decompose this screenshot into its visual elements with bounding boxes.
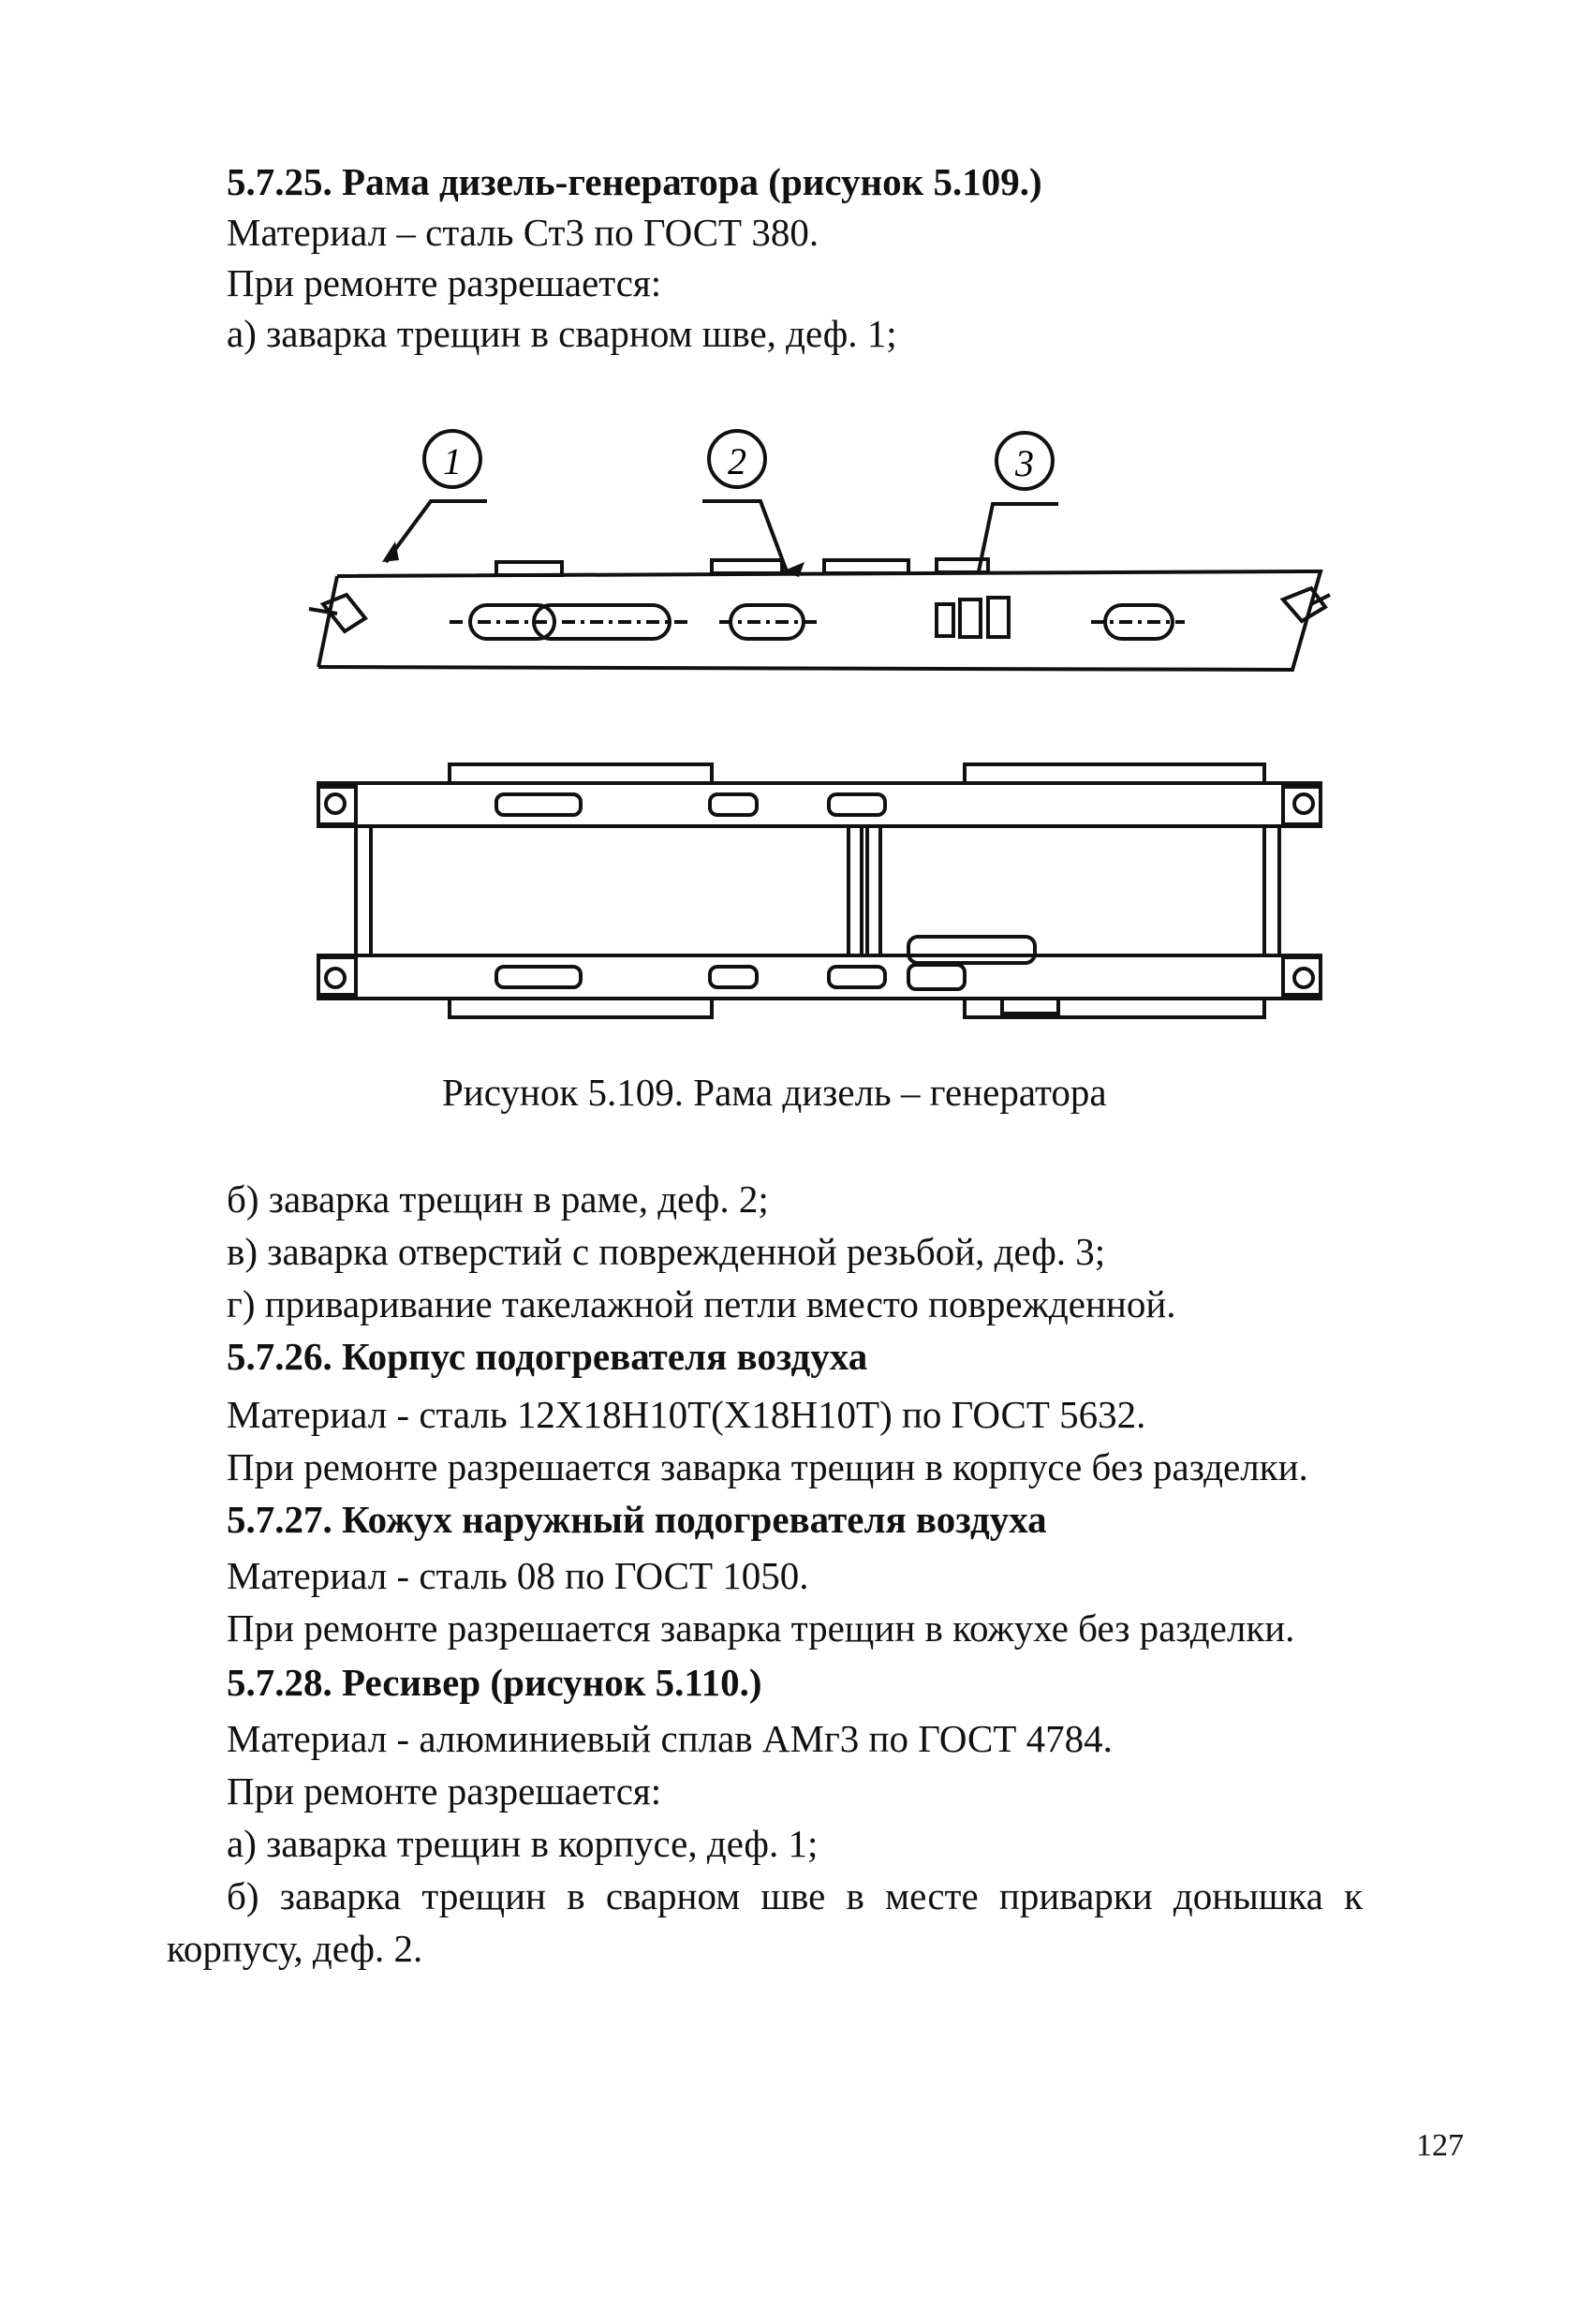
section-25-heading: 5.7.25. Рама дизель-генератора (рисунок 5.109.) <box>227 160 1042 203</box>
callout-1: 1 <box>443 440 462 482</box>
section-25-item-g: г) приваривание такелажной петли вместо поврежденной. <box>227 1282 1176 1325</box>
page-number: 127 <box>1416 2128 1464 2163</box>
section-27-repair: При ремонте разрешается заварка трещин в кожухе без разделки. <box>227 1606 1295 1650</box>
section-25-item-b: б) заварка трещин в раме, деф. 2; <box>227 1177 769 1221</box>
leader-line-3 <box>979 504 1058 571</box>
section-25-item-a: а) заварка трещин в сварном шве, деф. 1; <box>227 312 897 355</box>
section-28-heading: 5.7.28. Ресивер (рисунок 5.110.) <box>227 1661 762 1704</box>
frame-side-view <box>300 422 1349 684</box>
frame-top-view <box>309 749 1349 1021</box>
section-28-item-b-line1: б) заварка трещин в сварном шве в месте приварки донышка к <box>227 1874 1363 1917</box>
section-26-heading: 5.7.26. Корпус подогревателя воздуха <box>227 1335 868 1378</box>
callout-3: 3 <box>1015 442 1034 484</box>
section-26-material: Материал - сталь 12Х18Н10Т(Х18Н10Т) по ГОСТ 5632. <box>227 1393 1146 1436</box>
section-27-material: Материал - сталь 08 по ГОСТ 1050. <box>227 1554 809 1597</box>
section-28-item-b-line2: корпусу, деф. 2. <box>167 1927 423 1970</box>
section-28-material: Материал - алюминиевый сплав АМг3 по ГОСТ 4784. <box>227 1717 1113 1760</box>
section-28-item-a: а) заварка трещин в корпусе, деф. 1; <box>227 1822 819 1865</box>
section-28-allowed: При ремонте разрешается: <box>227 1769 662 1813</box>
section-26-repair: При ремонте разрешается заварка трещин в корпусе без разделки. <box>227 1445 1308 1488</box>
section-25-material: Материал – сталь Ст3 по ГОСТ 380. <box>227 211 819 254</box>
section-27-heading: 5.7.27. Кожух наружный подогревателя воздуха <box>227 1498 1047 1541</box>
leader-line-1 <box>386 501 487 562</box>
figure-caption: Рисунок 5.109. Рама дизель – генератора <box>442 1071 1107 1114</box>
callout-2: 2 <box>728 440 746 482</box>
section-25-allowed: При ремонте разрешается: <box>227 261 662 304</box>
section-25-item-v: в) заварка отверстий с поврежденной резьбой, деф. 3; <box>227 1230 1106 1273</box>
